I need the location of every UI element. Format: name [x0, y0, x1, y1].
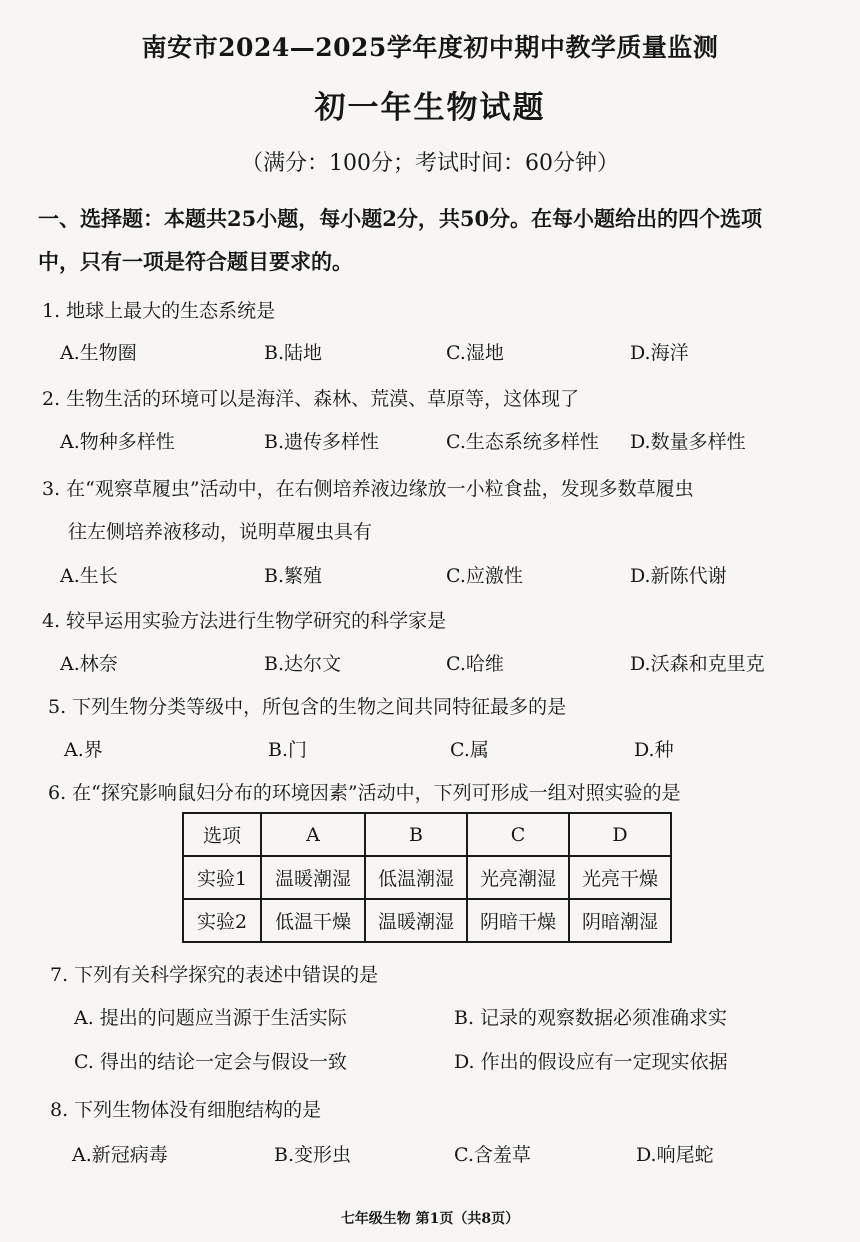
option-a: A. 提出的问题应当源于生活实际: [74, 1007, 347, 1029]
option-c: C.湿地: [446, 342, 504, 364]
exam-info: （满分：100分；考试时间：60分钟）: [241, 151, 619, 176]
question-stem: 2. 生物生活的环境可以是海洋、森林、荒漠、草原等，这体现了: [42, 388, 580, 410]
question-stem: 1. 地球上最大的生态系统是: [42, 300, 276, 322]
section-instructions-line2: 中，只有一项是符合题目要求的。: [38, 249, 353, 274]
table-cell: 光亮潮湿: [467, 856, 569, 899]
option-d: D.新陈代谢: [630, 565, 727, 587]
option-a: A.林奈: [60, 653, 118, 675]
table-cell: 实验1: [183, 856, 261, 899]
page-footer: 七年级生物 第1页（共8页）: [340, 1211, 520, 1227]
table-row: [183, 899, 671, 942]
table-cell: A: [261, 813, 365, 856]
option-d: D.数量多样性: [630, 431, 746, 453]
option-a: A.生长: [60, 565, 118, 587]
table-cell: 低温潮湿: [365, 856, 467, 899]
table-row: [183, 856, 671, 899]
option-a: A.物种多样性: [60, 431, 175, 453]
option-b: B.陆地: [264, 342, 323, 364]
option-b: B.遗传多样性: [264, 431, 380, 453]
option-b: B.达尔文: [264, 653, 342, 675]
option-c: C. 得出的结论一定会与假设一致: [74, 1051, 347, 1073]
table-cell: 低温干燥: [261, 899, 365, 942]
option-b: B.门: [268, 739, 308, 761]
question-stem-continued: 往左侧培养液移动，说明草履虫具有: [68, 521, 373, 543]
option-d: D.海洋: [630, 342, 689, 364]
question-stem: 7. 下列有关科学探究的表述中错误的是: [50, 964, 379, 986]
table-cell: 温暖潮湿: [261, 856, 365, 899]
table-cell: B: [365, 813, 467, 856]
option-b: B. 记录的观察数据必须准确求实: [454, 1007, 728, 1029]
option-d: D.响尾蛇: [636, 1144, 714, 1166]
option-d: D.沃森和克里克: [630, 653, 765, 675]
option-c: C.生态系统多样性: [446, 431, 599, 453]
question-stem: 3. 在“观察草履虫”活动中，在右侧培养液边缘放一小粒食盐，发现多数草履虫: [42, 478, 694, 500]
question-stem: 8. 下列生物体没有细胞结构的是: [50, 1099, 322, 1121]
table-cell: 温暖潮湿: [365, 899, 467, 942]
table-cell: 阴暗干燥: [467, 899, 569, 942]
option-d: D.种: [634, 739, 674, 761]
option-c: C.应激性: [446, 565, 523, 587]
table-cell: 光亮干燥: [569, 856, 671, 899]
option-d: D. 作出的假设应有一定现实依据: [454, 1051, 728, 1073]
option-c: C.含羞草: [454, 1144, 531, 1166]
question-stem: 4. 较早运用实验方法进行生物学研究的科学家是: [42, 610, 447, 632]
exam-header-title: 南安市2024—2025学年度初中期中教学质量监测: [141, 33, 719, 62]
table-cell: 阴暗潮湿: [569, 899, 671, 942]
option-b: B.变形虫: [274, 1144, 352, 1166]
option-a: A.界: [64, 739, 103, 761]
option-b: B.繁殖: [264, 565, 323, 587]
question-stem: 5. 下列生物分类等级中，所包含的生物之间共同特征最多的是: [48, 696, 567, 718]
exam-subject-title: 初一年生物试题: [314, 90, 546, 126]
option-c: C.属: [450, 739, 489, 761]
option-a: A.新冠病毒: [72, 1144, 168, 1166]
table-cell: 选项: [183, 813, 261, 856]
table-header-row: [183, 813, 671, 856]
question-stem: 6. 在“探究影响鼠妇分布的环境因素”活动中，下列可形成一组对照实验的是: [48, 782, 681, 804]
experiment-table: [182, 812, 672, 943]
option-a: A.生物圈: [60, 342, 137, 364]
table-cell: D: [569, 813, 671, 856]
table-cell: C: [467, 813, 569, 856]
table-cell: 实验2: [183, 899, 261, 942]
section-instructions-line1: 一、选择题：本题共25小题，每小题2分，共50分。在每小题给出的四个选项: [38, 206, 763, 231]
option-c: C.哈维: [446, 653, 504, 675]
